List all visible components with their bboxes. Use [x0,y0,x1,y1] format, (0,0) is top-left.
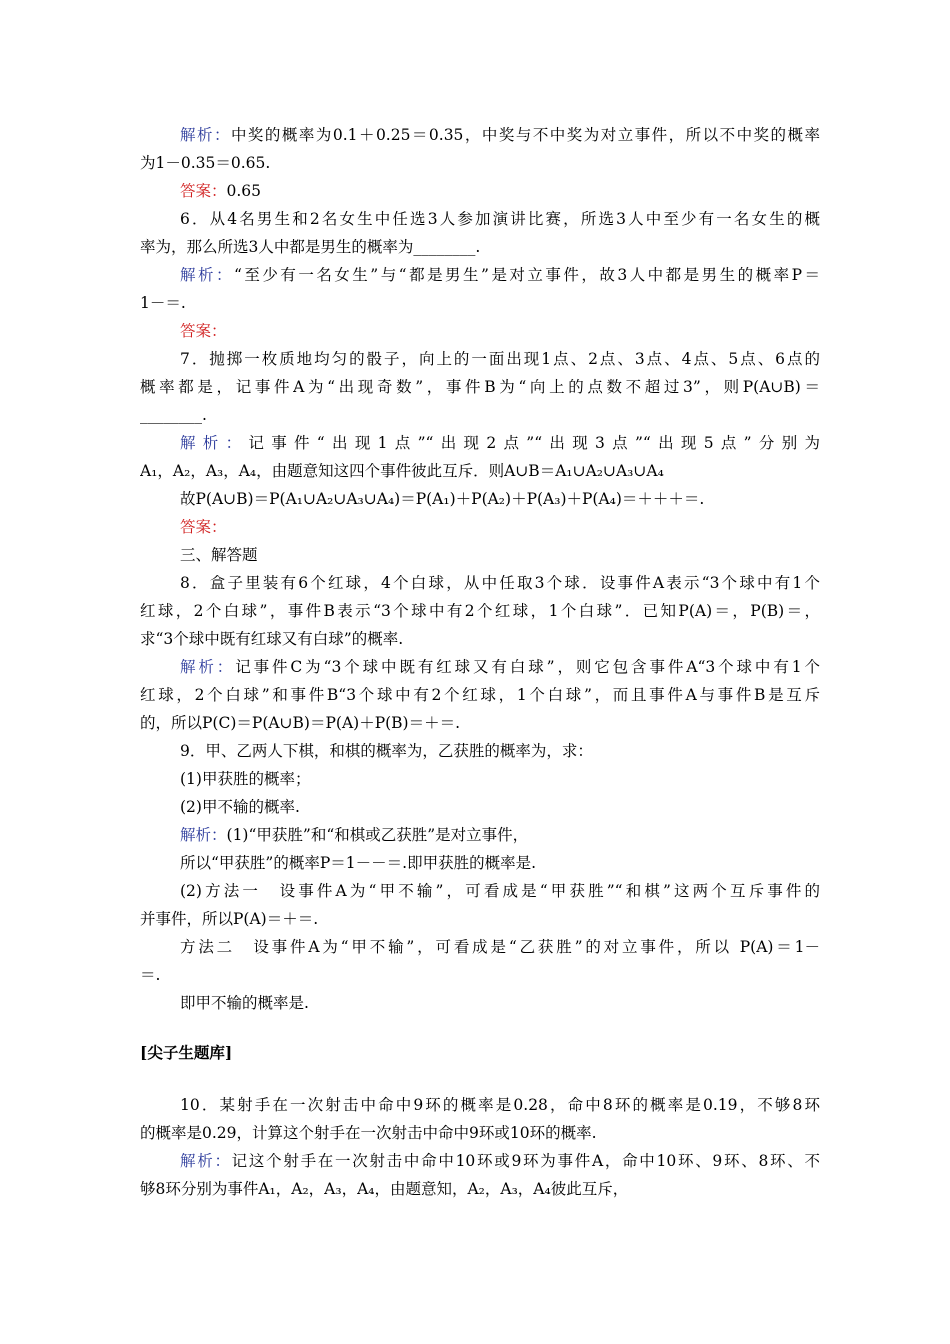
q8-question-line-1: 8．盒子里装有6个红球，4个白球，从中任取3个球．设事件A表示“3个球中有1个 [180,574,820,592]
q6-solution-line-2: 1－＝. [140,294,186,312]
q9-solution-2-line-2: 并事件，所以P(A)＝＋＝. [140,910,319,928]
q7-solution-line-1: 解析：记事件“出现1点”“出现2点”“出现3点”“出现5点”分别为 [180,434,820,452]
solution-label: 解析： [180,1152,232,1170]
q6-answer [180,318,820,344]
q7-solution-line-2: A₁，A₂，A₃，A₄，由题意知这四个事件彼此互斥．则A∪B＝A₁∪A₂∪A₃∪A₄ [140,462,664,480]
q5-solution-line-2: 为1－0.35＝0.65. [140,154,271,172]
q9-question-line-3: (2)甲不输的概率. [180,798,300,816]
q6-solution-line-1: 解析：“至少有一名女生”与“都是男生”是对立事件，故3人中都是男生的概率P＝ [180,266,820,284]
q9-solution-3-line-1: 方法二 设事件A为“甲不输”，可看成是“乙获胜”的对立事件，所以 P(A)＝1－ [180,938,820,956]
q8-question-line-2: 红球，2个白球”，事件B表示“3个球中有2个红球，1个白球”．已知P(A)＝，P(B)＝， [140,602,820,620]
q10-solution-line-1: 解析：记这个射手在一次射击中命中10环或9环为事件A，命中10环、9环、8环、不 [180,1152,820,1170]
q9-question-line-2: (1)甲获胜的概率； [180,770,311,788]
answer-label: 答案： [180,518,227,536]
solution-label: 解析： [180,658,236,676]
solution-label: 解析： [180,826,227,844]
q10-question-line-1: 10．某射手在一次射击中命中9环的概率是0.28，命中8环的概率是0.19，不够8环 [180,1096,820,1114]
q10-question-line-2: 的概率是0.29，计算这个射手在一次射击中命中9环或10环的概率. [140,1124,597,1142]
q8-solution-line-2: 红球，2个白球”和事件B“3个球中有2个红球，1个白球”，而且事件A与事件B是互斥 [140,686,820,704]
q7-question-line-1: 7．抛掷一枚质地均匀的骰子，向上的一面出现1点、2点、3点、4点、5点、6点的 [180,350,820,368]
q9-solution-3-line-2: ＝. [140,966,161,984]
answer-label: 答案： [180,182,227,200]
q9-solution-1-line-1: 解析：(1)“甲获胜”和“和棋或乙获胜”是对立事件， [180,826,529,844]
q8-question-line-3: 求“3个球中既有红球又有白球”的概率. [140,630,404,648]
q7-question-line-3: ________. [140,406,207,424]
q7-question-line-2: 概率都是，记事件A为“出现奇数”，事件B为“向上的点数不超过3”，则P(A∪B)＝ [140,378,820,396]
section-heading: 三、解答题 [180,546,258,564]
q9-solution-3-line-3: 即甲不输的概率是. [180,994,309,1012]
q5-solution-line-1: 解析：中奖的概率为0.1＋0.25＝0.35，中奖与不中奖为对立事件，所以不中奖的概率 [180,126,820,144]
q6-question-line-1: 6．从4名男生和2名女生中任选3人参加演讲比赛，所选3人中至少有一名女生的概 [180,210,820,228]
solution-label: 解析： [180,266,234,284]
solution-label: 解析： [180,126,231,144]
q5-answer: 答案：0.65 [180,182,262,200]
q7-solution-line-3: 故P(A∪B)＝P(A₁∪A₂∪A₃∪A₄)＝P(A₁)＋P(A₂)＋P(A₃)＋P(A₄)＝＋＋＋＝. [180,490,705,508]
solution-label: 解析： [180,434,249,452]
answer-label: 答案： [180,322,227,340]
q9-solution-1-line-2: 所以“甲获胜”的概率P＝1－－＝.即甲获胜的概率是. [180,854,536,872]
q8-solution-line-3: 的，所以P(C)＝P(A∪B)＝P(A)＋P(B)＝＋＝. [140,714,461,732]
q10-solution-line-2: 够8环分别为事件A₁，A₂，A₃，A₄，由题意知，A₂，A₃，A₄彼此互斥， [140,1180,629,1198]
q9-solution-2-line-1: (2)方法一 设事件A为“甲不输”，可看成是“甲获胜”“和棋”这两个互斥事件的 [180,882,820,900]
q6-question-line-2: 率为，那么所选3人中都是男生的概率为________. [140,238,481,256]
question-bank-heading: [尖子生题库] [140,1043,233,1062]
q7-answer [180,514,820,540]
q8-solution-line-1: 解析：记事件C为“3个球中既有红球又有白球”，则它包含事件A“3个球中有1个 [180,658,820,676]
q9-question-line-1: 9．甲、乙两人下棋，和棋的概率为，乙获胜的概率为，求： [180,742,593,760]
